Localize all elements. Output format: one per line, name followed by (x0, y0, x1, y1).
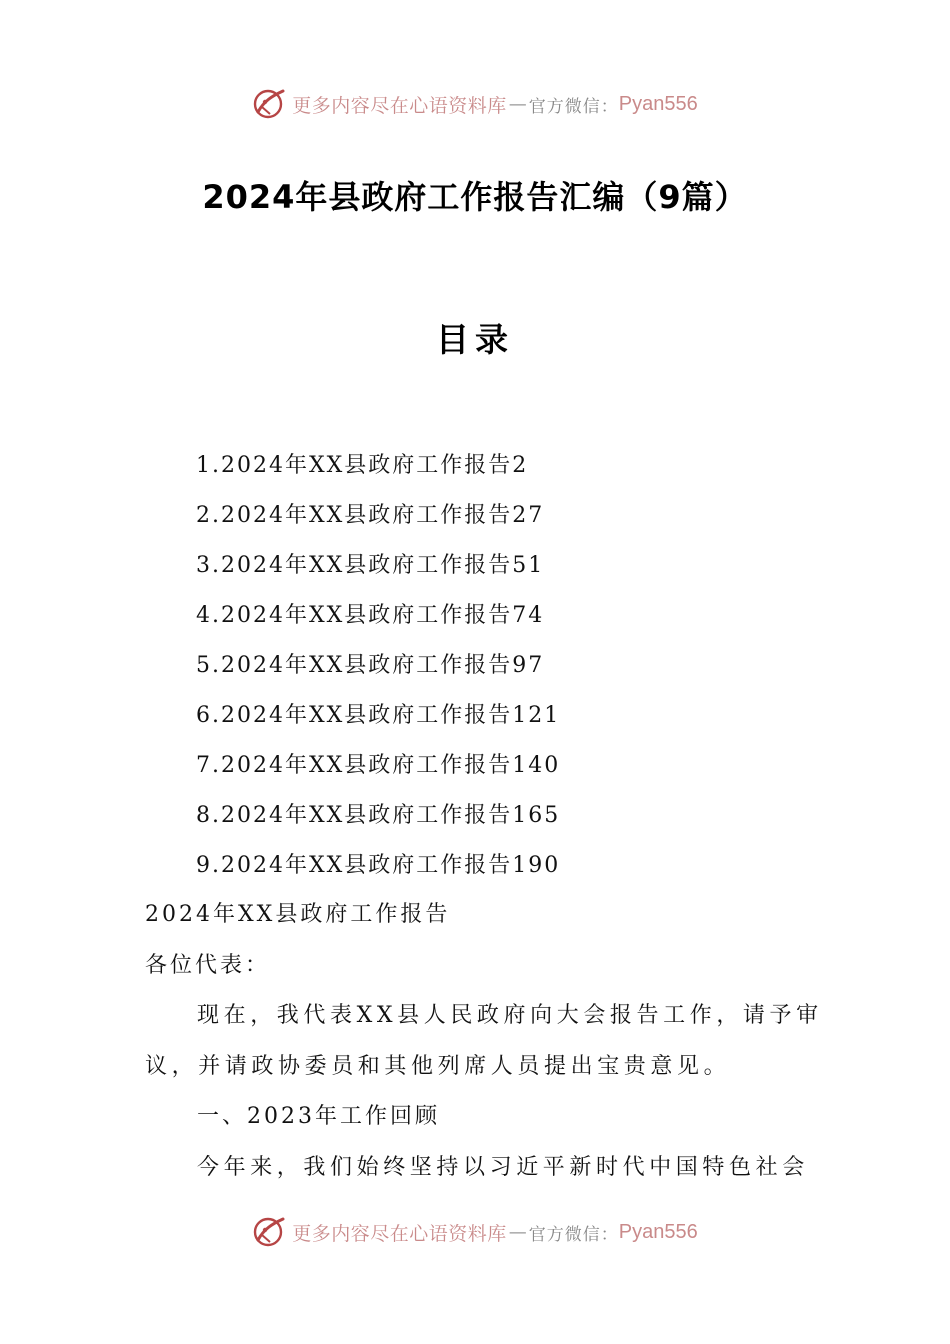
report-title: 2024年XX县政府工作报告 (145, 902, 451, 927)
footer-watermark (0, 1212, 950, 1252)
salutation: 各位代表： (145, 952, 271, 978)
section-heading: 一、2023年工作回顾 (197, 1104, 440, 1129)
brush-logo-icon (252, 87, 286, 121)
toc-item[interactable]: 9.2024年XX县政府工作报告190 (196, 853, 561, 878)
toc-item[interactable]: 3.2024年XX县政府工作报告51 (196, 553, 545, 578)
document-title: 2024年县政府工作报告汇编（9篇） (202, 178, 748, 216)
watermark-wechat-id: Pyan556 (618, 1220, 698, 1243)
watermark-label: 官方微信： (528, 1224, 619, 1245)
toc-item[interactable]: 5.2024年XX县政府工作报告97 (196, 653, 545, 678)
paragraph-line: 现在，我代表XX县人民政府向大会报告工作，请予审 (197, 1003, 823, 1028)
watermark-label: 官方微信： (528, 96, 619, 117)
toc-item[interactable]: 1.2024年XX县政府工作报告2 (196, 453, 529, 478)
watermark-wechat-id: Pyan556 (618, 92, 698, 115)
report-body (145, 895, 823, 1198)
toc-item[interactable]: 8.2024年XX县政府工作报告165 (196, 803, 561, 828)
toc-item[interactable]: 7.2024年XX县政府工作报告140 (196, 753, 561, 778)
toc-item[interactable]: 2.2024年XX县政府工作报告27 (196, 503, 545, 528)
toc-list (196, 446, 560, 896)
header-watermark (0, 84, 950, 124)
watermark-separator: — (508, 93, 527, 115)
toc-item[interactable]: 4.2024年XX县政府工作报告74 (196, 603, 545, 628)
toc-item[interactable]: 6.2024年XX县政府工作报告121 (196, 703, 561, 728)
paragraph-line: 今年来，我们始终坚持以习近平新时代中国特色社会 (197, 1154, 809, 1180)
watermark-separator: — (508, 1221, 527, 1243)
toc-heading: 目录 (436, 320, 514, 359)
brush-logo-icon (252, 1215, 286, 1249)
watermark-text: 更多内容尽在心语资料库 (292, 1222, 507, 1245)
watermark-text: 更多内容尽在心语资料库 (292, 94, 507, 117)
paragraph-line: 议，并请政协委员和其他列席人员提出宝贵意见。 (145, 1053, 731, 1079)
